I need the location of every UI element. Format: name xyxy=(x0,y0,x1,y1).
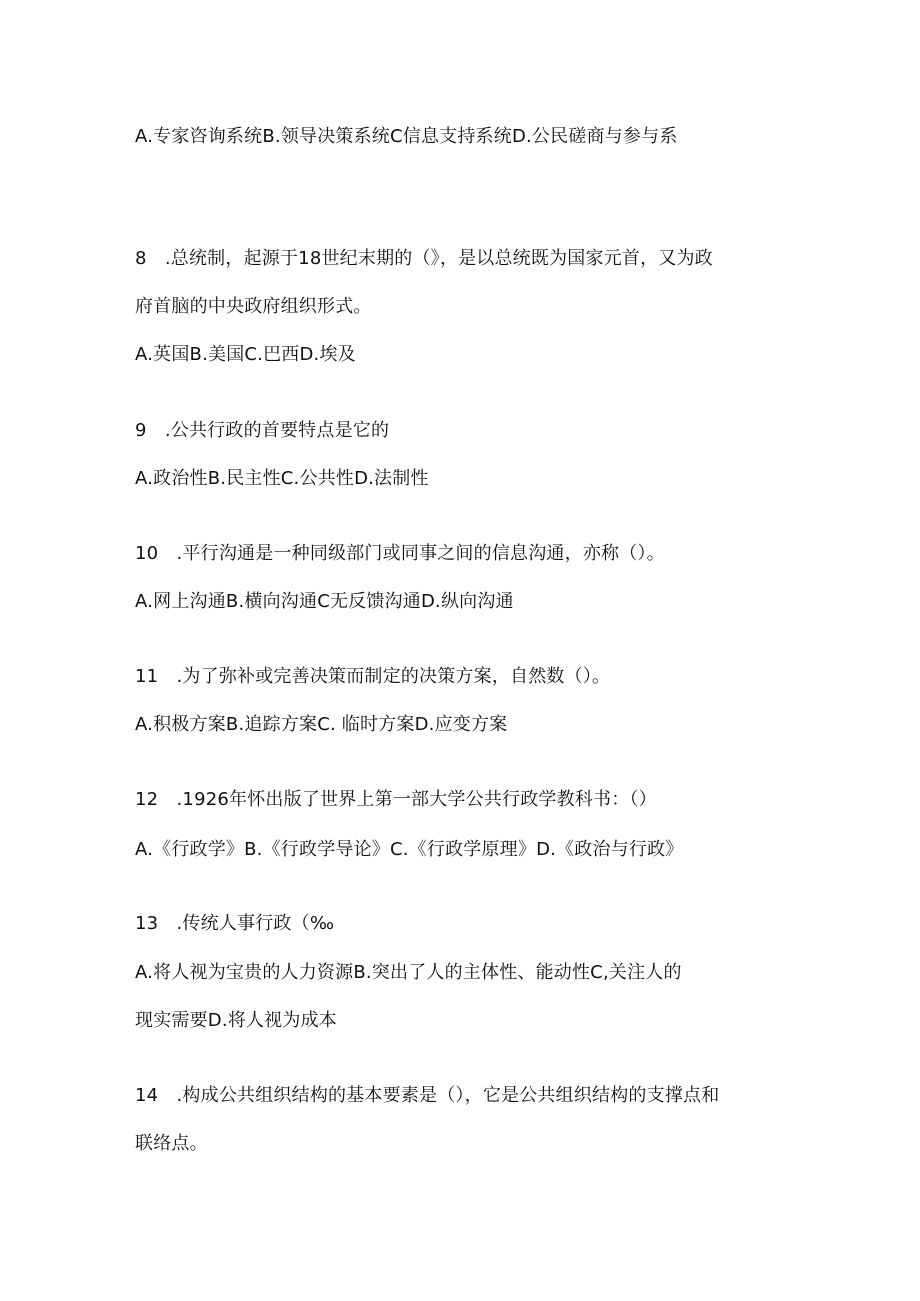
q11-options: A.积极方案B.追踪方案C. 临时方案D.应变方案 xyxy=(135,714,508,735)
q10-options: A.网上沟通B.横向沟通C无反馈沟通D.纵向沟通 xyxy=(135,591,514,612)
q8-question-line-1: 8 .总统制，起源于18世纪末期的（》，是以总统既为国家元首，又为政 xyxy=(135,248,713,269)
q13-options-line-1: A.将人视为宝贵的人力资源B.突出了人的主体性、能动性C,关注人的 xyxy=(135,962,682,983)
q14-question-line-2: 联络点。 xyxy=(135,1133,208,1154)
q8-question-line-2: 府首脑的中央政府组织形式。 xyxy=(135,296,372,317)
q11-question: 11 .为了弥补或完善决策而制定的决策方案，自然数（）。 xyxy=(135,666,611,687)
q14-question-line-1: 14 .构成公共组织结构的基本要素是（），它是公共组织结构的支撑点和 xyxy=(135,1085,720,1106)
q12-options: A.《行政学》B.《行政学导论》C.《行政学原理》D.《政治与行政》 xyxy=(135,839,684,860)
q10-question: 10 .平行沟通是一种同级部门或同事之间的信息沟通，亦称（）。 xyxy=(135,543,665,564)
q8-options: A.英国B.美国C.巴西D.埃及 xyxy=(135,344,356,365)
q13-question: 13 .传统人事行政（‰ xyxy=(135,913,335,934)
q9-options: A.政治性B.民主性C.公共性D.法制性 xyxy=(135,468,429,489)
q12-question: 12 .1926年怀出版了世界上第一部大学公共行政学教科书：（） xyxy=(135,789,657,810)
q13-options-line-2: 现实需要D.将人视为成本 xyxy=(135,1010,337,1031)
q7-options: A.专家咨询系统B.领导决策系统C信息支持系统D.公民磋商与参与系 xyxy=(135,126,678,147)
q9-question: 9 .公共行政的首要特点是它的 xyxy=(135,420,390,441)
